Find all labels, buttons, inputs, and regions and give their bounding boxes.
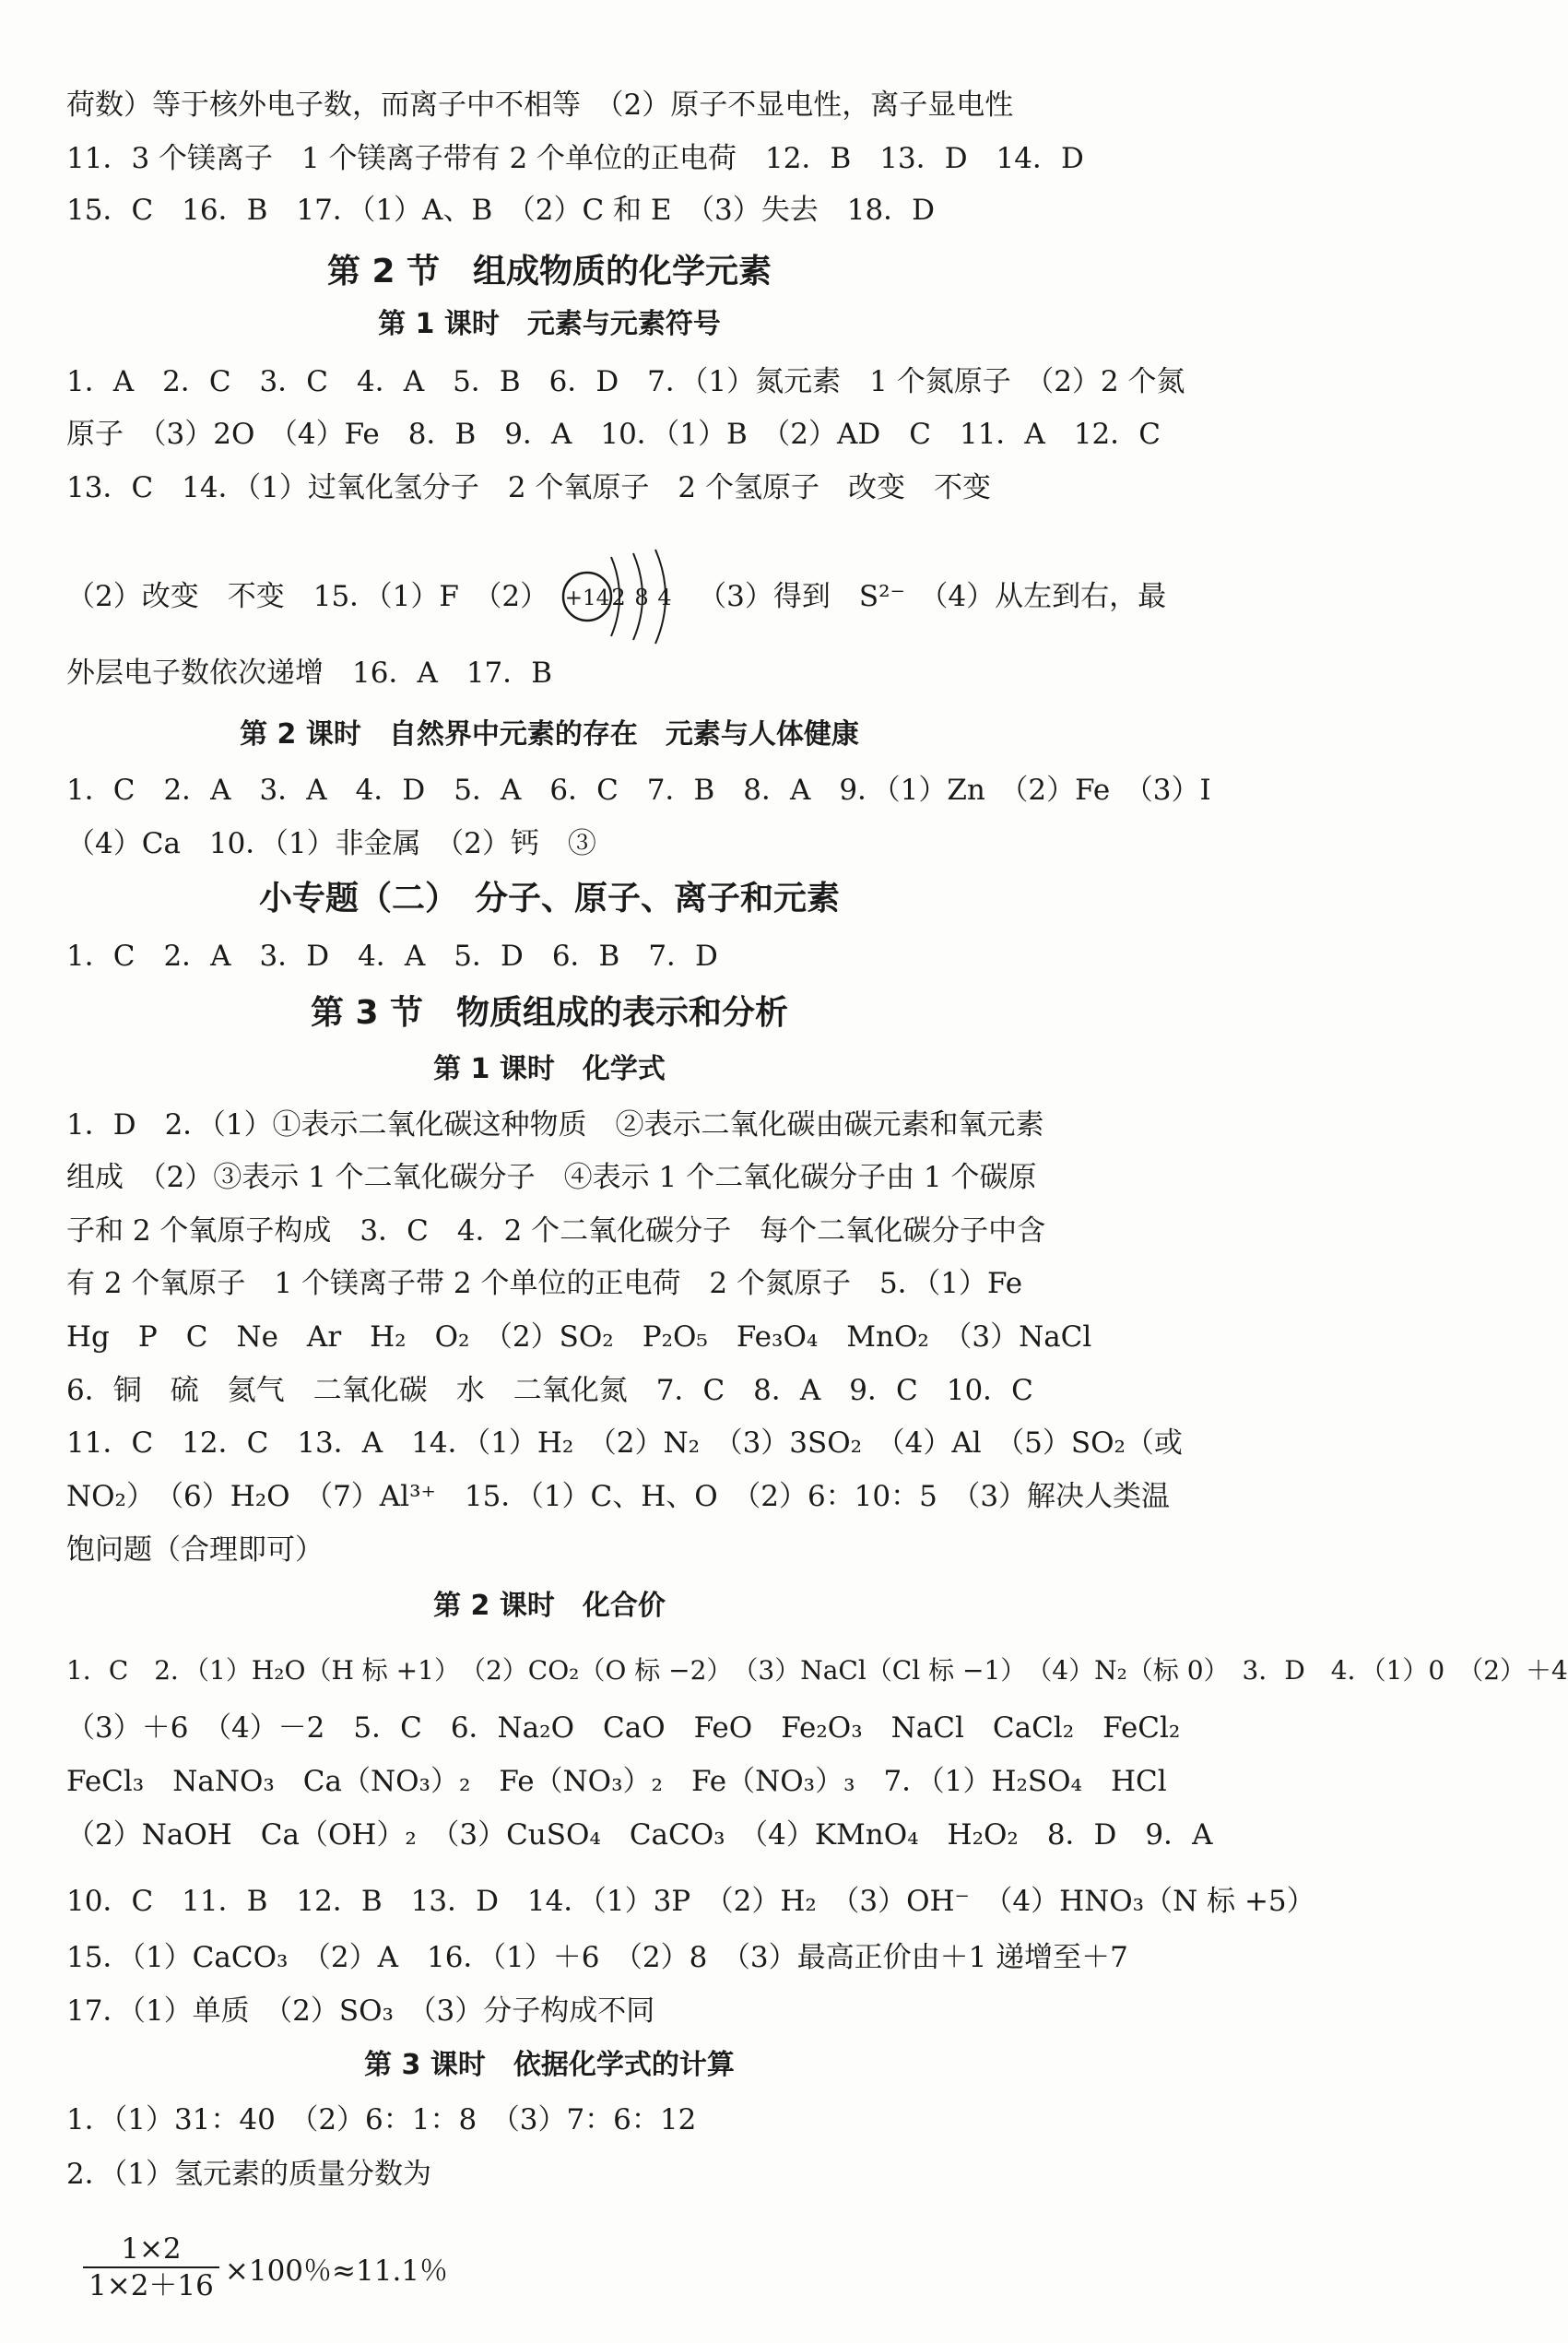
- answer-line: 13．C 14．（1）过氧化氢分子 2 个氧原子 2 个氢原子 改变 不变: [66, 471, 991, 504]
- answer-line: [66, 546, 1167, 647]
- shell-electrons-1: 2: [611, 585, 626, 610]
- shell-electrons-2: 8: [634, 585, 649, 610]
- section-heading: 第 3 节 物质组成的表示和分析: [310, 994, 789, 1032]
- fraction-denominator: 1×2＋16: [88, 2269, 214, 2302]
- shell-electrons-3: 4: [657, 585, 672, 610]
- answer-line: （3）＋6 （4）－2 5．C 6．Na₂O CaO FeO Fe₂O₃ NaCl CaCl₂ FeCl₂: [66, 1711, 1181, 1745]
- answer-line: 荷数）等于核外电子数，而离子中不相等 （2）原子不显电性，离子显电性: [66, 89, 1014, 122]
- section-heading: 第 2 节 组成物质的化学元素: [326, 253, 772, 290]
- answer-line: 15．C 16．B 17．（1）A、B （2）C 和 E （3）失去 18．D: [66, 194, 936, 227]
- answer-line: 17．（1）单质 （2）SO₃ （3）分子构成不同: [66, 1994, 655, 2028]
- lesson-heading: 第 1 课时 化学式: [433, 1053, 666, 1085]
- mass-fraction-formula: [83, 2231, 448, 2303]
- lesson-heading: 第 3 课时 依据化学式的计算: [364, 2049, 735, 2081]
- answer-line: 子和 2 个氧原子构成 3．C 4．2 个二氧化碳分子 每个二氧化碳分子中含: [66, 1214, 1046, 1248]
- answer-line: 1．C 2．A 3．A 4．D 5．A 6．C 7．B 8．A 9．（1）Zn （2）Fe （3）I: [66, 774, 1211, 807]
- lesson-heading: 第 2 课时 化合价: [433, 1590, 666, 1622]
- answer-line: （4）Ca 10．（1）非金属 （2）钙 ③: [66, 827, 596, 860]
- answer-line: 1．D 2．（1）①表示二氧化碳这种物质 ②表示二氧化碳由碳元素和氧元素: [66, 1108, 1044, 1142]
- answer-line: 6．铜 硫 氦气 二氧化碳 水 二氧化氮 7．C 8．A 9．C 10．C: [66, 1374, 1033, 1407]
- answer-line: FeCl₃ NaNO₃ Ca（NO₃）₂ Fe（NO₃）₂ Fe（NO₃）₃ 7．（1）H₂SO₄ HCl: [66, 1765, 1167, 1798]
- answer-line: 10．C 11．B 12．B 13．D 14．（1）3P （2）H₂ （3）OH⁻ （4）HNO₃（N 标 +5）: [66, 1885, 1315, 1918]
- answer-line: Hg P C Ne Ar H₂ O₂ （2）SO₂ P₂O₅ Fe₃O₄ MnO₂ （3）NaCl: [66, 1320, 1092, 1354]
- answer-line: 1．C 2．（1）H₂O（H 标 +1） （2）CO₂（O 标 −2） （3）NaCl（Cl 标 −1） （4）N₂（标 0） 3．D 4．（1）0 （2）＋4: [66, 1655, 1568, 1686]
- lesson-heading: 第 1 课时 元素与元素符号: [378, 308, 721, 340]
- answer-line: 11．C 12．C 13．A 14．（1）H₂ （2）N₂ （3）3SO₂ （4）Al （5）SO₂（或: [66, 1426, 1183, 1460]
- answer-line: 1．C 2．A 3．D 4．A 5．D 6．B 7．D: [66, 940, 718, 973]
- answer-line: 有 2 个氧原子 1 个镁离子带 2 个单位的正电荷 2 个氮原子 5．（1）Fe: [66, 1267, 1023, 1300]
- lesson-heading: 第 2 课时 自然界中元素的存在 元素与人体健康: [240, 718, 859, 751]
- answer-line: 外层电子数依次递增 16．A 17．B: [66, 657, 553, 690]
- answer-line: 原子 （3）2O （4）Fe 8．B 9．A 10．（1）B （2）AD C 11．A 12．C: [66, 418, 1161, 451]
- answer-line: 2．（1）氢元素的质量分数为: [66, 2158, 431, 2191]
- atom-structure-diagram: [554, 546, 692, 647]
- answer-line: 饱问题（合理即可）: [66, 1533, 324, 1567]
- answer-line: （2）NaOH Ca（OH）₂ （3）CuSO₄ CaCO₃ （4）KMnO₄ H₂O₂ 8．D 9．A: [66, 1818, 1213, 1852]
- nucleus-charge: +14: [564, 586, 610, 610]
- fraction: [83, 2231, 219, 2303]
- line-segment: （3）得到 S²⁻ （4）从左到右，最: [698, 580, 1167, 613]
- answer-line: 1．（1）31：40 （2）6：1：8 （3）7：6：12: [66, 2103, 697, 2136]
- answer-line: NO₂） （6）H₂O （7）Al³⁺ 15．（1）C、H、O （2）6：10：5 （3）解决人类温: [66, 1480, 1171, 1513]
- answer-line: 1．A 2．C 3．C 4．A 5．B 6．D 7．（1）氮元素 1 个氮原子 （2）2 个氮: [66, 365, 1185, 398]
- answer-line: 15．（1）CaCO₃ （2）A 16．（1）＋6 （2）8 （3）最高正价由＋1 递增至＋7: [66, 1941, 1128, 1974]
- answer-line: 11．3 个镁离子 1 个镁离子带有 2 个单位的正电荷 12．B 13．D 14．D: [66, 142, 1084, 175]
- fraction-result: ×100％≈11.1％: [224, 2254, 449, 2288]
- line-segment: （2）改变 不变 15．（1）F （2）: [66, 580, 549, 613]
- topic-heading: 小专题（二） 分子、原子、离子和元素: [258, 880, 840, 917]
- fraction-numerator: 1×2: [121, 2232, 182, 2266]
- answer-line: 组成 （2）③表示 1 个二氧化碳分子 ④表示 1 个二氧化碳分子由 1 个碳原: [66, 1161, 1037, 1194]
